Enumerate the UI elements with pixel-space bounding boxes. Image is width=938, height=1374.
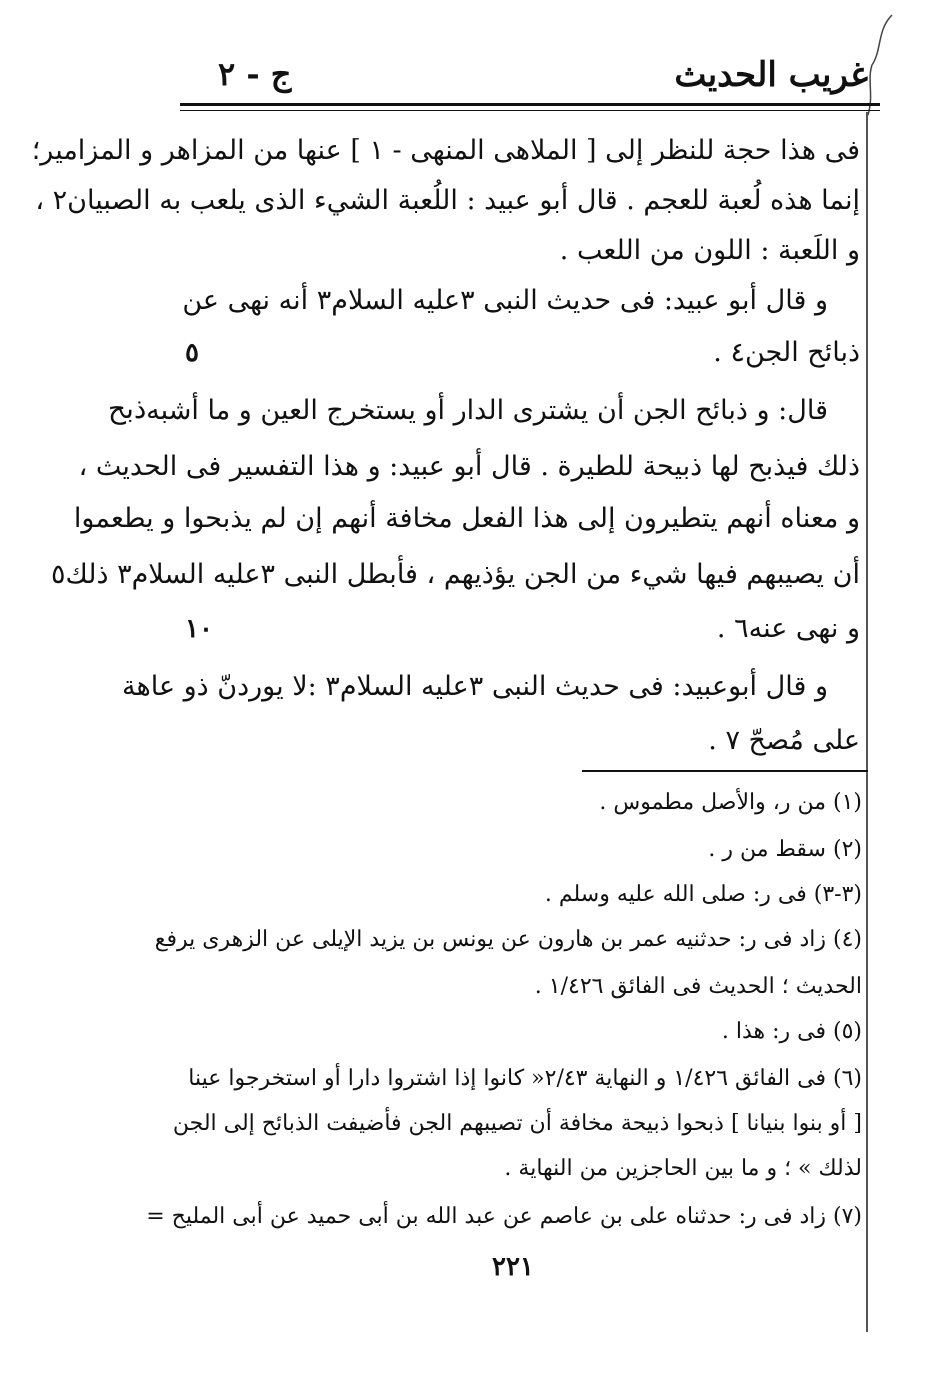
body-line-12: على مُصحّ ٧ . <box>708 725 860 756</box>
footnote-4: (٤) زاد فى ر: حدثنيه عمر بن هارون عن يونس بن يزيد الإيلى عن الزهرى يرفع <box>154 927 862 952</box>
body-line-9: أن يصيبهم فيها شيء من الجن يؤذيهم ، فأبطل النبى ٣عليه السلام٣ ذلك٥ <box>50 559 860 590</box>
running-title: غريب الحديث <box>674 55 868 95</box>
body-line-5: ذبائح الجن٤ . <box>713 337 860 368</box>
footnote-6-cont: [ أو بنوا بنيانا ] ذبحوا ذبيحة مخافة أن تصيبهم الجن فأضيفت الذبائح إلى الجن <box>172 1111 862 1136</box>
body-line-2: إنما هذه لُعبة للعجم . قال أبو عبيد : اللُعبة الشيء الذى يلعب به الصبيان٢ ، <box>35 185 860 216</box>
header-rule-thin <box>180 110 880 111</box>
footnote-rule <box>582 770 868 772</box>
page-number: ٢٢١ <box>492 1252 534 1282</box>
footnote-3: (٣-٣) فى ر: صلى الله عليه وسلم . <box>544 882 862 907</box>
footnote-6: (٦) فى الفائق ١/٤٢٦ و النهاية ٢/٤٣« كانوا إذا اشتروا دارا أو استخرجوا عينا <box>188 1066 862 1091</box>
line-number-5: ٥ <box>185 338 199 368</box>
volume-label: ج - ٢ <box>218 55 292 93</box>
footnote-4-cont: الحديث ؛ الحديث فى الفائق ١/٤٢٦ . <box>534 974 862 999</box>
footnote-7: (٧) زاد فى ر: حدثناه على بن عاصم عن عبد الله بن أبى حميد عن أبى المليح = <box>146 1204 862 1229</box>
body-line-3: و اللَعبة : اللون من اللعب . <box>559 235 860 266</box>
margin-keyword: ذبح <box>108 392 147 425</box>
body-line-6: قال: و ذبائح الجن أن يشترى الدار أو يستخرج العين و ما أشبه <box>146 395 828 426</box>
body-line-7: ذلك فيذبح لها ذبيحة للطيرة . قال أبو عبيد: و هذا التفسير فى الحديث ، <box>78 451 860 482</box>
body-line-8: و معناه أنهم يتطيرون إلى هذا الفعل مخافة أنهم إن لم يذبحوا و يطعموا <box>73 503 860 534</box>
line-number-10: ١٠ <box>185 614 213 644</box>
footnote-1: (١) من ر، والأصل مطموس . <box>599 790 862 815</box>
body-line-10: و نهى عنه٦ . <box>716 613 860 644</box>
footnote-2: (٢) سقط من ر . <box>708 837 862 862</box>
body-line-4: و قال أبو عبيد: فى حديث النبى ٣عليه السلام٣ أنه نهى عن <box>182 285 828 316</box>
body-line-11: و قال أبوعبيد: فى حديث النبى ٣عليه السلام٣ :لا يوردنّ ذو عاهة <box>122 671 828 702</box>
footnote-6-end: لذلك » ؛ و ما بين الحاجزين من النهاية . <box>504 1156 862 1181</box>
footnote-5: (٥) فى ر: هذا . <box>721 1019 862 1044</box>
header-rule-thick <box>180 103 880 106</box>
binding-margin-line <box>866 112 868 1332</box>
body-line-1: فى هذا حجة للنظر إلى [ الملاهى المنهى - ١ ] عنها من المزاهر و المزامير؛ <box>31 135 860 166</box>
